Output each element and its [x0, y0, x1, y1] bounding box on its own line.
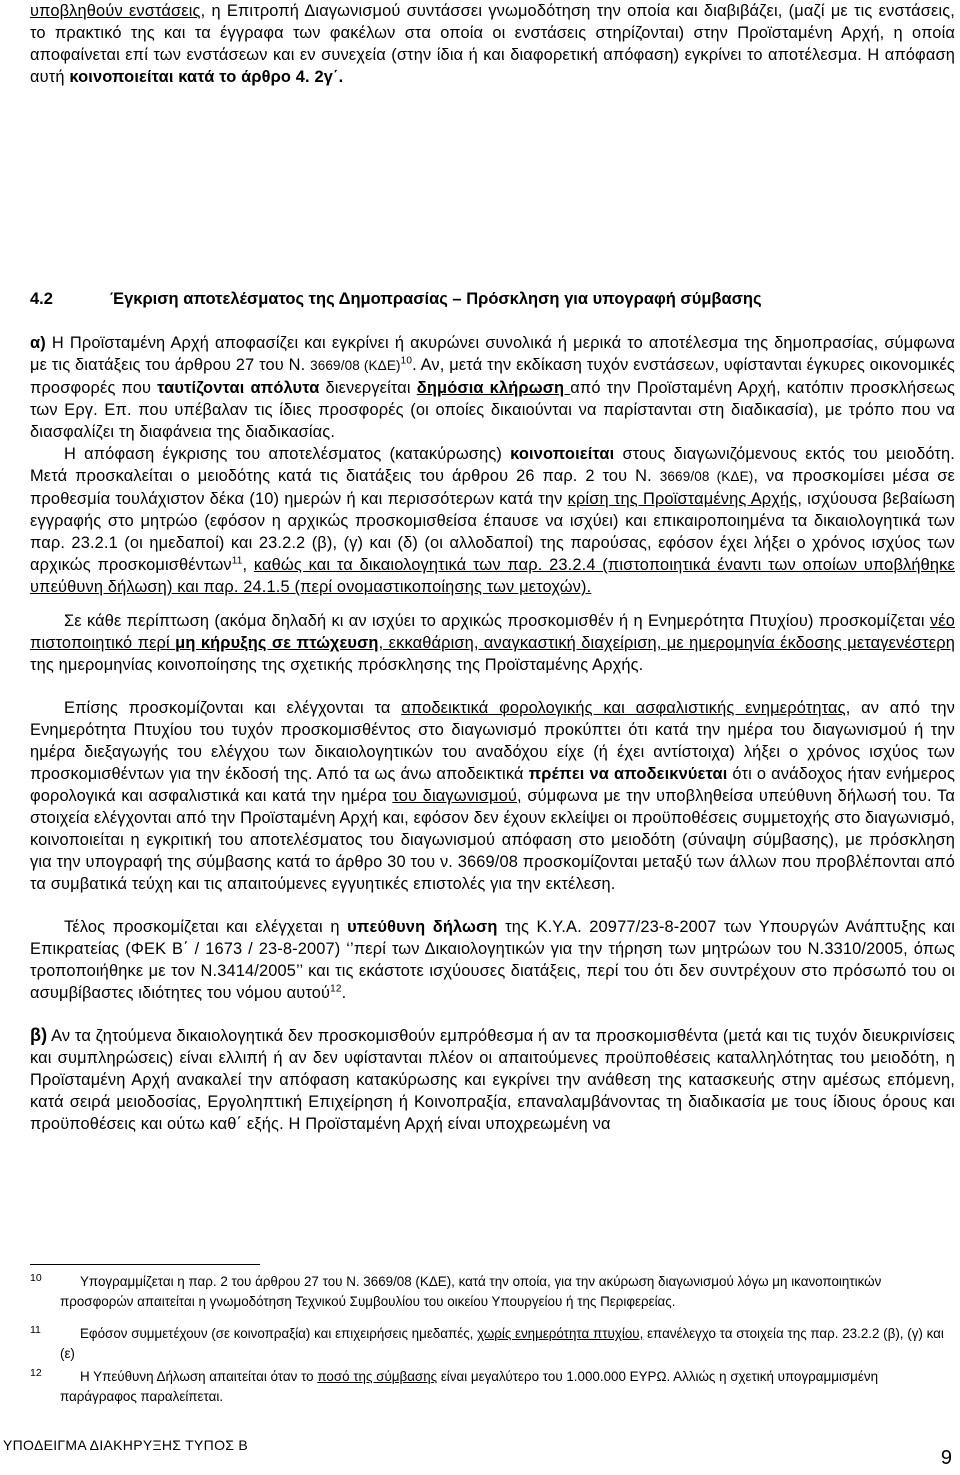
- footer-title: ΥΠΟΔΕΙΓΜΑ ΔΙΑΚΗΡΥΞΗΣ ΤΥΠΟΣ Β: [3, 1437, 249, 1453]
- footnote-11: 11 Εφόσον συμμετέχουν (σε κοινοπραξία) και επιχειρήσεις ημεδαπές, χωρίς ενημερότητα πτυχίου, επανέλεγχο τα στοιχεία της παρ. 23.2.2 (β), (γ) και (ε): [30, 1324, 944, 1361]
- paragraph-case: Σε κάθε περίπτωση (ακόμα δηλαδή κι αν ισχύει το αρχικώς προσκομισθέν ή η Ενημερότητα Πτυχίου) προσκομίζεται νέο πιστοποιητικό περί μη κήρυξης σε πτώχευση, εκκαθάριση, αναγκαστική διαχείριση, με ημερομηνία έκδοσης μεταγενέστερη της ημερομηνίας κοινοποίησης της σχετικής πρόσκλησης της Προϊσταμένης Αρχής.: [30, 612, 955, 674]
- page-number: 9: [940, 1447, 952, 1469]
- alpha-label: α): [30, 334, 46, 352]
- footnote-ref-10: 10: [400, 355, 413, 367]
- section-number: 4.2: [30, 290, 53, 308]
- section-heading: [30, 288, 955, 310]
- intro-paragraph: υποβληθούν ενστάσεις, η Επιτροπή Διαγωνισμού συντάσσει γνωμοδότηση την οποία και διαβιβάζει, (μαζί με τις ενστάσεις, το πρακτικό της και τα έγγραφα των φακέλων στα οποία οι ενστάσεις στηρίζονται) στην Προϊσταμένη Αρχή, η οποία αποφαίνεται επί των ενστάσεων και εν συνεχεία (στην ίδια ή και διαφορετική απόφαση) εγκρίνει το αποτέλεσμα. Η απόφαση αυτή κοινοποιείται κατά το άρθρο 4. 2γ΄.: [30, 2, 955, 86]
- body-flow: [30, 332, 955, 1135]
- paragraph-approval: Η απόφαση έγκρισης του αποτελέσματος (κατακύρωσης) κοινοποιείται στους διαγωνιζόμενους εκτός του μειοδότη. Μετά προσκαλείται ο μειοδότης κατά τις διατάξεις του άρθρου 26 παρ. 2 του Ν. 3669/08 (ΚΔΕ), να προσκομίσει μέσα σε προθεσμία τουλάχιστον δέκα (10) ημερών ή και περισσότερων κατά την κρίση της Προϊσταμένης Αρχής, ισχύουσα βεβαίωση εγγραφής στο μητρώο (εφόσον η αρχικώς προσκομισθείσα έπαυσε να ισχύει) και επικαιροποιημένα τα δικαιολογητικά των παρ. 23.2.1 (οι ημεδαποί) και 23.2.2 (β), (γ) και (δ) (οι αλλοδαποί) της παρούσας, εφόσον έχει λήξει ο χρόνος ισχύος των αρχικώς προσκομισθέντων$^{11}$, καθώς και τα δικαιολογητικά των παρ. 23.2.4 (πιστοποιητικά έναντι των οποίων υποβλήθηκε υπεύθυνη δήλωση) και παρ. 24.1.5 (περί ονομαστικοποίησης των μετοχών).: [30, 445, 955, 596]
- beta-label: β): [30, 1025, 48, 1045]
- footnote-ref-11: 11: [231, 555, 243, 567]
- section-title: Έγκριση αποτελέσματος της Δημοπρασίας – Πρόσκληση για υπογραφή σύμβασης: [110, 290, 762, 308]
- paragraph-alpha: α) Η Προϊσταμένη Αρχή αποφασίζει και εγκρίνει ή ακυρώνει συνολικά ή μερικά το αποτέλεσμα της δημοπρασίας, σύμφωνα με τις διατάξεις του άρθρου 27 του Ν. 3669/08 $(K\Delta E)^{10}$. Αν, μετά την εκδίκαση τυχόν ενστάσεων, υφίστανται έγκυρες οικονομικές προσφορές που ταυτίζονται απόλυτα διενεργείται δημόσια κλήρωση από την Προϊσταμένη Αρχή, κατόπιν προσκλήσεως των Εργ. Επ. που υπέβαλαν τις ίδιες προσφορές (οι οποίες δικαιούνται να παρίστανται στη διαδικασία), με τρόπο που να διασφαλίζει τη διαφάνεια της διαδικασίας.: [30, 334, 956, 441]
- footnote-12: 12 Η Υπεύθυνη Δήλωση απαιτείται όταν το ποσό της σύμβασης είναι μεγαλύτερο του 1.000.000 ΕΥΡΩ. Αλλιώς η σχετική υπογραμμισμένη παράγραφος παραλείπεται.: [30, 1367, 879, 1404]
- paragraph-beta: β) Αν τα ζητούμενα δικαιολογητικά δεν προσκομισθούν εμπρόθεσμα ή αν τα προσκομισθέντα (μετά και τις τυχόν διευκρινίσεις και συμπληρώσεις) είναι ελλιπή ή αν δεν υφίστανται πλέον οι απαιτούμενες προϋποθέσεις καταλληλότητας του μειοδότη, η Προϊσταμένη Αρχή ανακαλεί την απόφαση κατακύρωσης και εγκρίνει την ανάθεση της κατασκευής στην αμέσως επόμενη, κατά σειρά μειοδοσίας, Εργοληπτική Επιχείρηση ή Κοινοπραξία, επαναλαμβάνοντας τη διαδικασία με τους ίδιους όρους και προϋποθέσεις και ούτω καθ΄ εξής. Η Προϊσταμένη Αρχή είναι υποχρεωμένη να: [30, 1025, 955, 1133]
- intro-underlined: υποβληθούν ενστάσεις: [30, 2, 201, 20]
- footnote-separator: [30, 1264, 260, 1265]
- footnotes: [30, 1272, 955, 1414]
- paragraph-lastly: Τέλος προσκομίζεται και ελέγχεται η υπεύθυνη δήλωση της Κ.Υ.Α. 20977/23-8-2007 των Υπουργών Ανάπτυξης και Επικρατείας (ΦΕΚ Β΄ / 1673 / 23-8-2007) ‘’περί των Δικαιολογητικών για την τήρηση των μητρώων του Ν.3310/2005, όπως τροποποιήθηκε με τον Ν.3414/2005’’ και τις εκάστοτε ισχύουσες διατάξεις, περί του ότι δεν συντρέχουν στο πρόσωπό του οι ασυμβίβαστες ιδιότητες του νόμου αυτού$^{12}$.: [30, 918, 955, 1002]
- footnote-ref-12: 12: [330, 983, 342, 995]
- footnote-10: 10 Υπογραμμίζεται η παρ. 2 του άρθρου 27 του Ν. 3669/08 (ΚΔΕ), κατά την οποία, για την ακύρωση διαγωνισμού λόγω μη ικανοποιητικών προσφορών απαιτείται η γνωμοδότηση Τεχνικού Συμβουλίου του οικείου Υπουργείου ή της Περιφερείας.: [30, 1272, 882, 1309]
- paragraph-also: Επίσης προσκομίζονται και ελέγχονται τα αποδεικτικά φορολογικής και ασφαλιστικής ενημερότητας, αν από την Ενημερότητα Πτυχίου του τυχόν προσκομισθέντος στο διαγωνισμό προκύπτει ότι κατά την ημέρα του διαγωνισμού ή την ημέρα διεξαγωγής του ελέγχου των δικαιολογητικών του αναδόχου είχε (ή έχει αντίστοιχα) λήξει ο χρόνος ισχύος των προσκομισθέντων για την έκδοσή της. Από τα ως άνω αποδεικτικά πρέπει να αποδεικνύεται ότι ο ανάδοχος ήταν ενήμερος φορολογικά και ασφαλιστικά και κατά την ημέρα του διαγωνισμού, σύμφωνα με την υποβληθείσα υπεύθυνη δήλωσή του. Τα στοιχεία ελέγχονται από την Προϊσταμένη Αρχή και, εφόσον δεν έχουν εκλείψει οι προϋποθέσεις συμμετοχής στο διαγωνισμό, κοινοποιείται η εγκριτική του αποτελέσματος του διαγωνισμού απόφαση στο μειοδότη (σύναψη σύμβασης), με πρόσκληση για την υπογραφή της σύμβασης κατά το άρθρο 30 του ν. 3669/08 προσκομίζονται μεταξύ των άλλων που προβλέπονται από τα συμβατικά τεύχη και τις απαιτούμενες εγγυητικές επιστολές για την εκτέλεση.: [30, 699, 956, 893]
